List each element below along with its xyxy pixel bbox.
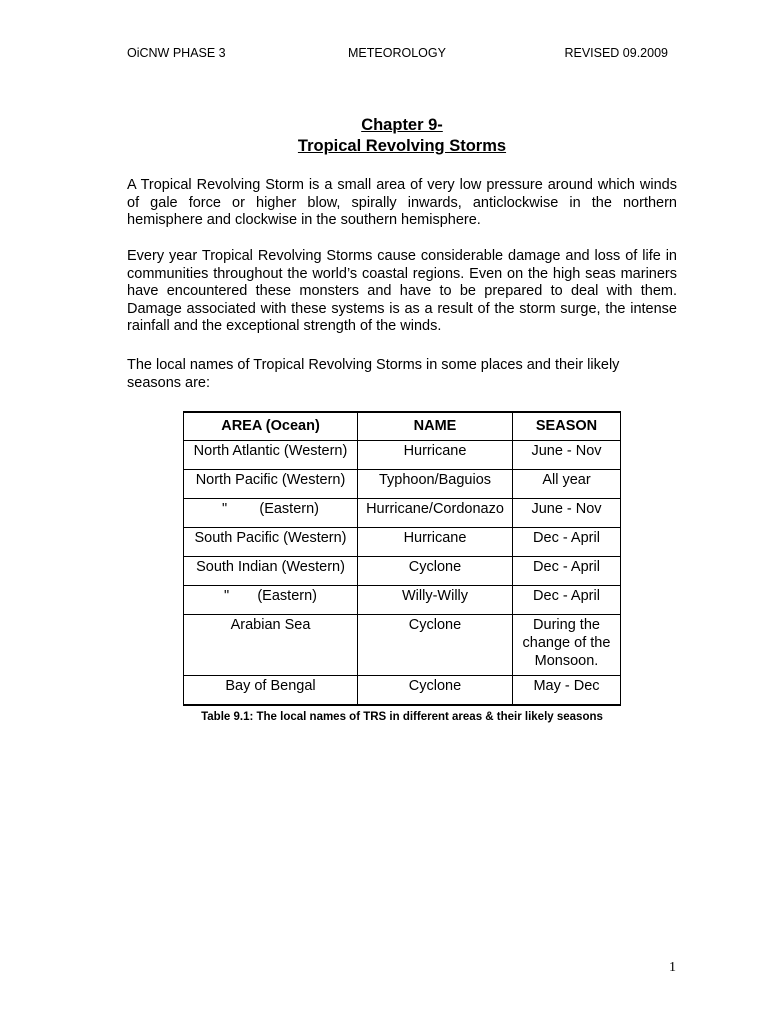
table-caption: Table 9.1: The local names of TRS in different areas & their likely seasons [201,711,603,723]
cell-season: All year [513,470,621,499]
table-row [184,615,621,676]
cell-name: Cyclone [358,615,513,676]
cell-name: Cyclone [358,676,513,706]
header-course: OiCNW PHASE 3 [127,46,226,60]
cell-season: Dec - April [513,528,621,557]
trs-names-table [183,411,621,706]
cell-season: May - Dec [513,676,621,706]
cell-area: South Indian (Western) [184,557,358,586]
cell-area: " (Eastern) [184,586,358,615]
chapter-title: Tropical Revolving Storms [297,137,507,155]
table-row [184,528,621,557]
table-row [184,676,621,706]
cell-name: Cyclone [358,557,513,586]
cell-season: June - Nov [513,441,621,470]
cell-name: Hurricane [358,528,513,557]
cell-season: During the change of the Monsoon. [513,615,621,676]
cell-area: North Pacific (Western) [184,470,358,499]
table-header-row [184,412,621,441]
cell-area: South Pacific (Western) [184,528,358,557]
table-row [184,586,621,615]
header-name: NAME [358,412,513,441]
cell-area: " (Eastern) [184,499,358,528]
cell-area: North Atlantic (Western) [184,441,358,470]
cell-name: Typhoon/Baguios [358,470,513,499]
header-subject: METEOROLOGY [348,46,446,60]
cell-season: June - Nov [513,499,621,528]
paragraph-definition: A Tropical Revolving Storm is a small area of very low pressure around which winds of gale force or higher blow, spirally inwards, anticlockwise in the northern hemisphere and clockwise in the southern hemisphere. [127,177,677,229]
chapter-number: Chapter 9- [361,116,443,134]
table-row [184,499,621,528]
paragraph-local-names: The local names of Tropical Revolving Storms in some places and their likely seasons are: [127,357,620,391]
cell-season: Dec - April [513,557,621,586]
cell-name: Hurricane/Cordonazo [358,499,513,528]
header-revision: REVISED 09.2009 [564,46,668,60]
table-row [184,441,621,470]
table-row [184,557,621,586]
paragraph-damage: Every year Tropical Revolving Storms cause considerable damage and loss of life in communities throughout the world’s coastal regions. Even on the high seas mariners have encountered these monsters and have to be prepared to deal with them. Damage associated with these systems is as a result of the storm surge, the intense rainfall and the exceptional strength of the winds. [127,248,677,335]
header-area: AREA (Ocean) [184,412,358,441]
cell-area: Bay of Bengal [184,676,358,706]
cell-area: Arabian Sea [184,615,358,676]
table-row [184,470,621,499]
page-number: 1 [669,960,676,975]
header-season: SEASON [513,412,621,441]
cell-name: Willy-Willy [358,586,513,615]
cell-season: Dec - April [513,586,621,615]
cell-name: Hurricane [358,441,513,470]
